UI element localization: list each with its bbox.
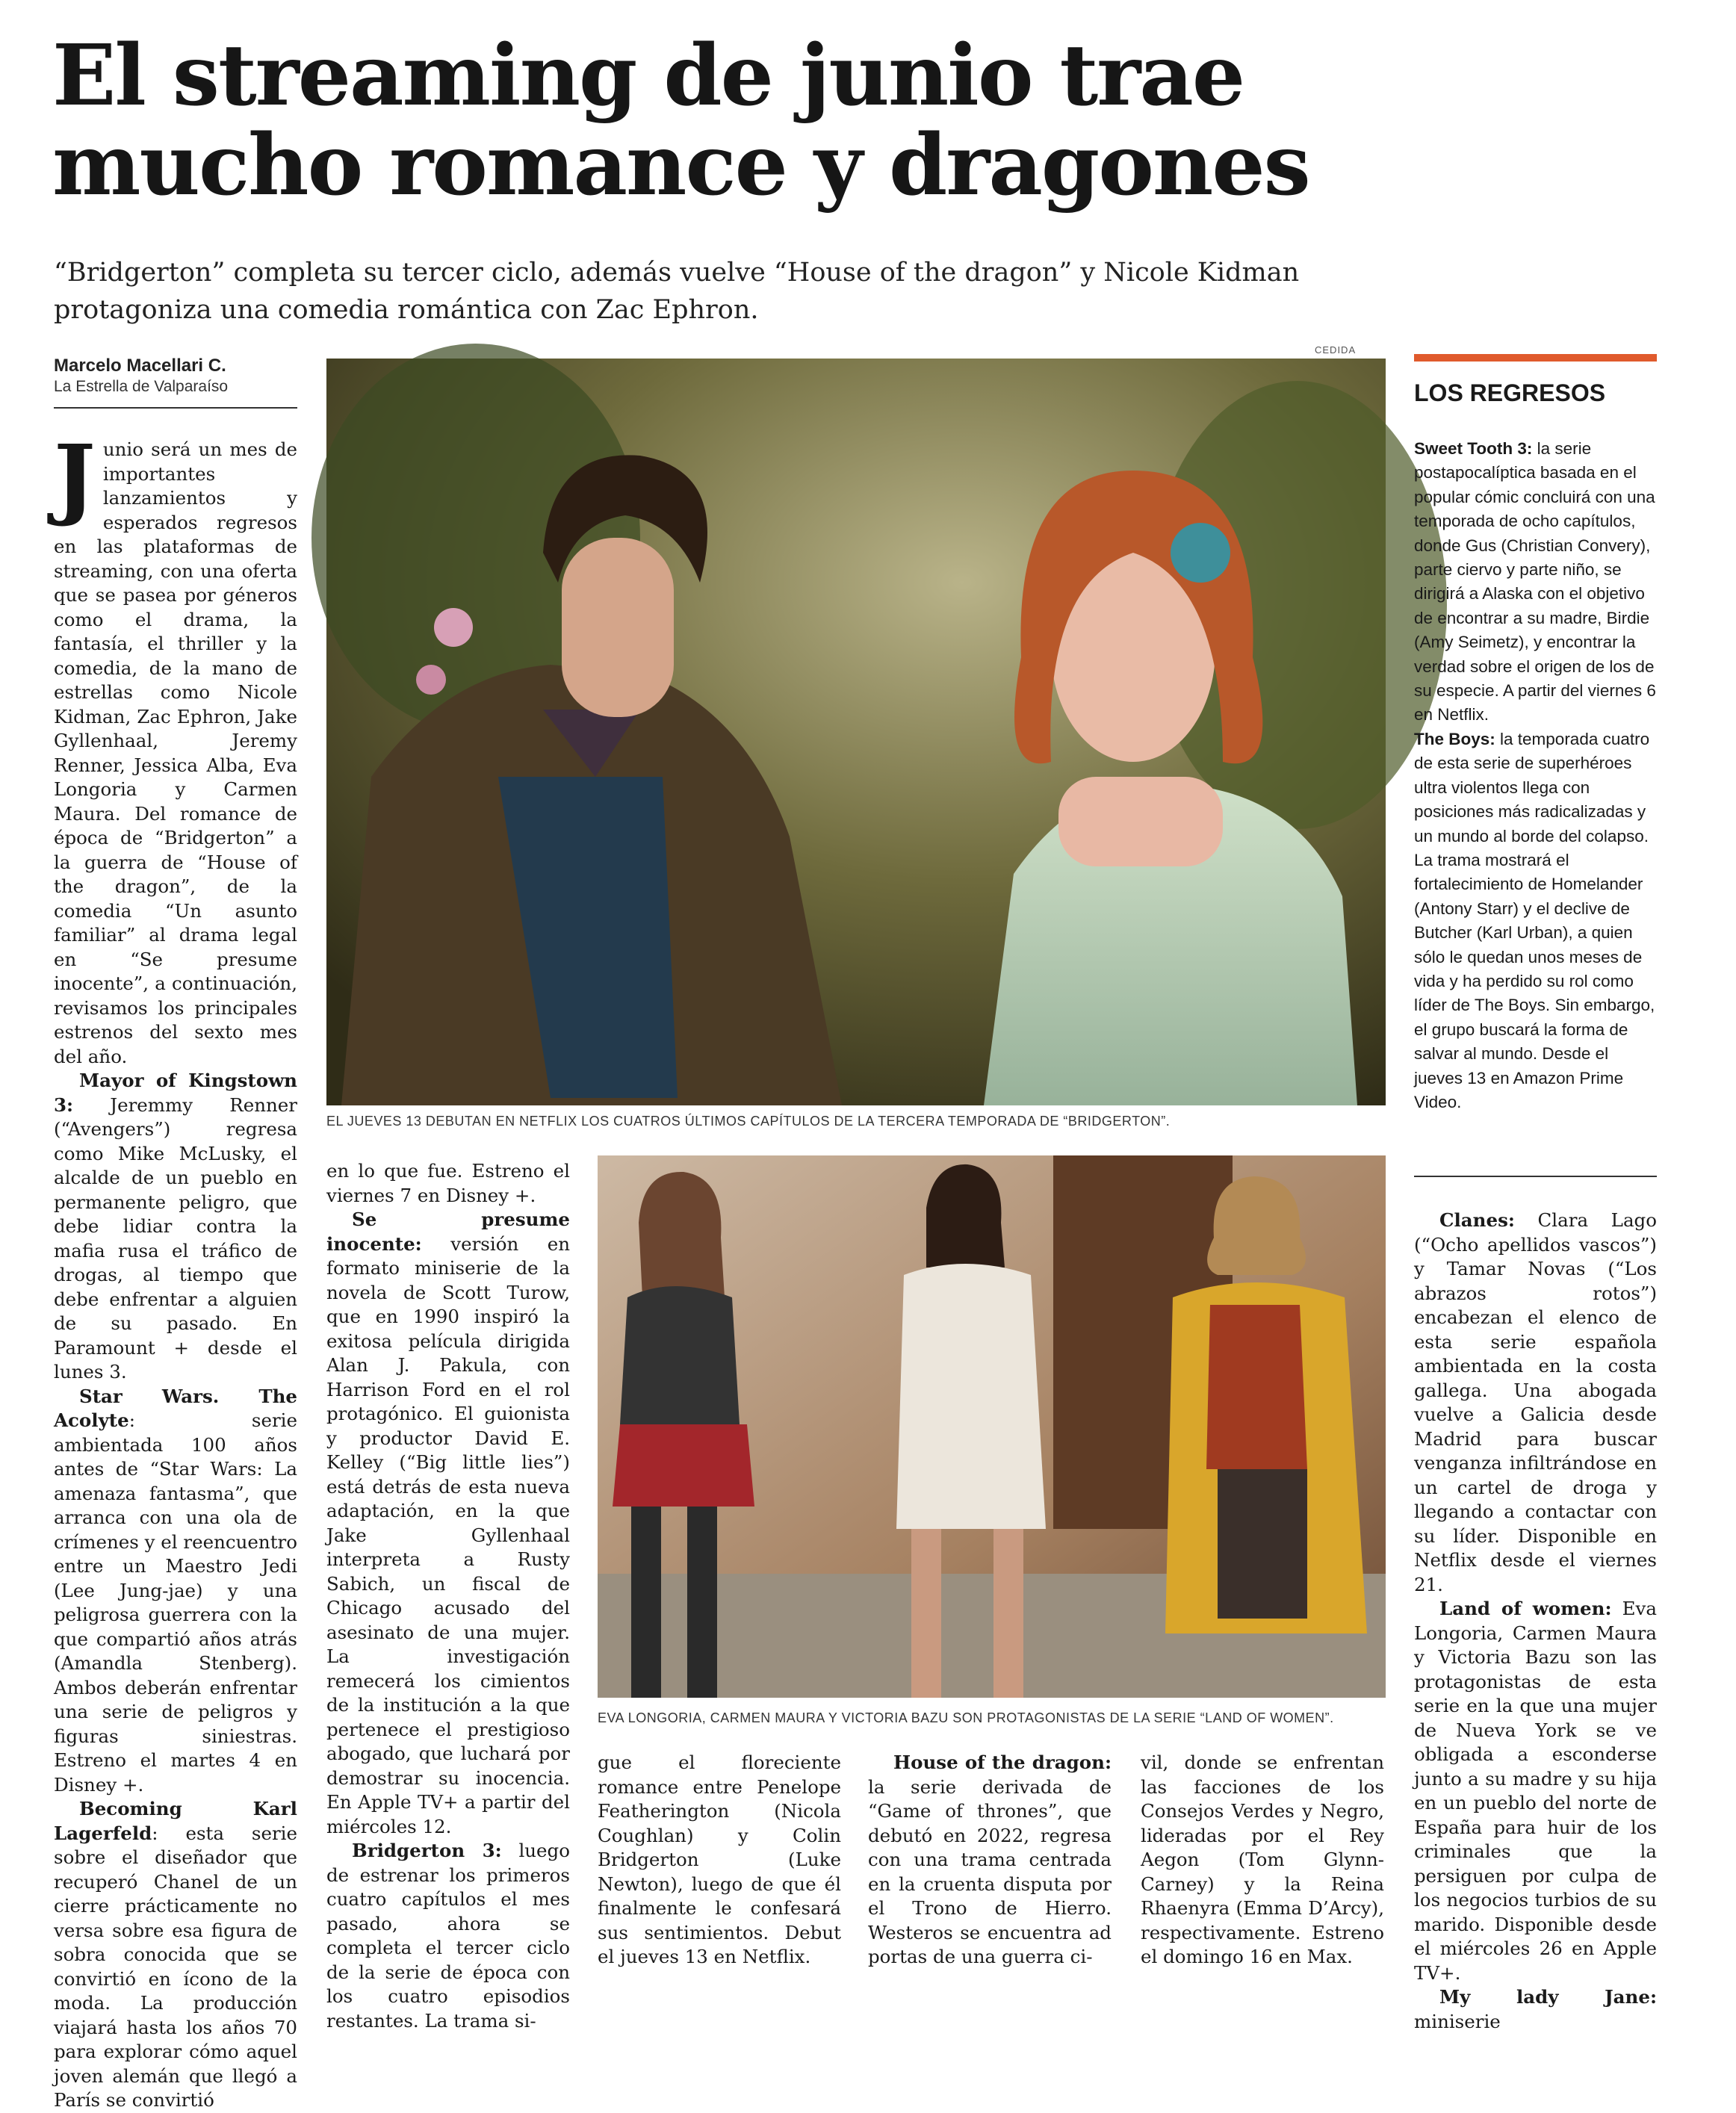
column-6 <box>1414 1208 1657 2032</box>
photo-bridgerton-illustration <box>326 359 1386 1105</box>
entry-title: Bridgerton 3: <box>352 1840 502 1861</box>
entry-my-lady-jane <box>1414 1985 1657 2034</box>
entry-bridgerton-3 <box>326 1839 570 2033</box>
entry-text: Eva Longoria, Carmen Maura y Victoria Bazu son las protagonistas de esta serie en la que una mujer de Nueva York se ve obligada a esconderse junto a su madre y su hija en un pueblo del norte de España para huir de los criminales que la persiguen por culpa de los negocios turbios de su marido. Disponible desde el miércoles 26 en Apple TV+. <box>1414 1598 1657 1984</box>
entry-land-of-women <box>1414 1597 1657 1985</box>
entry-text: : serie ambientada 100 años antes de “Star Wars: La amenaza fantasma”, que arranca con una ola de crímenes y el reencuentro entre un Maestro Jedi (Lee Jung-jae) y una peligrosa guerrera con la que compartió años atrás (Amandla Stenberg). Ambos deberán enfrentar una serie de peligros y figuras siniestras. Estreno el martes 4 en Disney +. <box>54 1409 297 1796</box>
deck: “Bridgerton” completa su tercer ciclo, además vuelve “House of the dragon” y Nicole Kidman protagoniza una comedia romántica con Zac Ephron. <box>54 258 1300 325</box>
intro-paragraph <box>54 425 297 1069</box>
entry-title: House of the dragon: <box>893 1751 1112 1773</box>
sidebar-divider <box>1414 1176 1657 1177</box>
sidebar-accent-bar <box>1414 354 1657 362</box>
sidebar-item-title: Sweet Tooth 3: <box>1414 439 1533 458</box>
headline-line-1: El streaming de junio trae <box>52 27 1244 125</box>
headline <box>52 27 1322 214</box>
sidebar-item-text: la temporada cuatro de esta serie de superhéroes ultra violentos llega con posiciones más radicalizadas y un mundo al borde del colapso. La trama mostrará el fortalecimiento de Homelander (Antony Starr) y el declive de Butcher (Karl Urban), a quien sólo le quedan unos meses de vida y ha perdido su rol como líder de The Boys. Sin embargo, el grupo buscará la forma de salvar al mundo. Desde el jueves 13 en Amazon Prime Video. <box>1414 729 1655 1111</box>
entry-house-of-the-dragon-continued: vil, donde se enfrentan las facciones de los Consejos Verdes y Negro, lideradas por el Rey Aegon (Tom Glynn-Carney) y la Reina Rhaenyra (Emma D’Arcy), respectivamente. Estreno el domingo 16 en Max. <box>1141 1751 1384 1967</box>
entry-text: la serie derivada de “Game of thrones”, que debutó en 2022, regresa con una trama centrada en la cruenta disputa por el Trono de Hierro. Westeros se encuentra ad portas de una guerra ci- <box>868 1775 1112 1967</box>
column-5 <box>1141 1751 1384 1975</box>
entry-se-presume-inocente <box>326 1208 570 1839</box>
sidebar-item-title: The Boys: <box>1414 729 1495 748</box>
byline-divider <box>54 407 297 409</box>
sidebar-title: LOS REGRESOS <box>1414 379 1606 406</box>
column-1 <box>54 425 297 2111</box>
entry-clanes <box>1414 1208 1657 1597</box>
entry-text: versión en formato miniserie de la novela de Scott Turow, que en 1990 inspiró la exitosa película dirigida Alan J. Pakula, con Harrison Ford en el rol protagónico. El guionista y productor David E. Kelley (“Big little lies”) está detrás de esta nueva adaptación, en la que Jake Gyllenhaal interpreta a Rusty Sabich, un fiscal de Chicago acusado del asesinato de una mujer. La investigación remecerá los cimientos de la institución a la que pertenece el prestigioso abogado, que luchará por demostrar su inocencia. En Apple TV+ a partir del miércoles 12. <box>326 1232 570 1837</box>
entry-title: Star Wars. The Acolyte <box>54 1385 297 1431</box>
photo-caption-bridgerton: EL JUEVES 13 DEBUTAN EN NETFLIX LOS CUATROS ÚLTIMOS CAPÍTULOS DE LA TERCERA TEMPORADA DE “BRIDGERTON”. <box>326 1114 1171 1129</box>
entry-house-of-the-dragon <box>868 1751 1112 1970</box>
dropcap: J <box>54 425 96 529</box>
column-4 <box>868 1751 1112 1975</box>
entry-text: Jeremmy Renner (“Avengers”) regresa como Mike McLusky, el alcalde de un pueblo en permanente peligro, que debe lidiar contra la mafia rusa el tráfico de drogas, al tiempo que debe enfrentar a alguien de su pasado. En Paramount + desde el lunes 3. <box>54 1093 297 1383</box>
entry-title: Se presume inocente: <box>326 1208 570 1255</box>
sidebar-item-the-boys <box>1414 727 1657 1115</box>
entry-text: luego de estrenar los primeros cuatro capítulos el mes pasado, ahora se completa el tercer ciclo de la serie de época con los cuatro episodios restantes. La trama si- <box>326 1840 570 2032</box>
entry-text: : esta serie sobre el diseñador que recuperó Chanel de un cierre prácticamente no versa sobre esa figura de sobra conocida que se convirtió en ícono de la moda. La producción viajará hasta los años 70 para explorar cómo aquel joven alemán que llegó a París se convirtió <box>54 1822 297 2111</box>
sidebar-item-sweet-tooth <box>1414 437 1657 727</box>
column-3 <box>598 1751 841 1975</box>
photo-caption-land-of-women: EVA LONGORIA, CARMEN MAURA Y VICTORIA BAZU SON PROTAGONISTAS DE LA SERIE “LAND OF WOMEN”. <box>598 1710 1334 1725</box>
entry-mayor-of-kingstown <box>54 1069 297 1385</box>
byline-author: Marcelo Macellari C. <box>54 356 226 376</box>
entry-lagerfeld-continued: en lo que fue. Estreno el viernes 7 en Disney +. <box>326 1160 570 1206</box>
entry-title: Land of women: <box>1439 1598 1612 1619</box>
entry-title: Becoming Karl Lagerfeld <box>54 1798 297 1844</box>
entry-title: My lady Jane: <box>1439 1986 1657 2008</box>
photo-credit: CEDIDA <box>1315 344 1357 356</box>
column-2 <box>326 1159 570 2032</box>
entry-title: Mayor of Kingstown 3: <box>54 1070 297 1116</box>
sidebar-body <box>1414 437 1657 1161</box>
photo-land-of-women <box>598 1155 1386 1698</box>
entry-bridgerton-continued: gue el floreciente romance entre Penelope Featherington (Nicola Coughlan) y Colin Bridgerton (Luke Newton), luego de que él finalmente le confesará sus sentimientos. Debut el jueves 13 en Netflix. <box>598 1751 841 1967</box>
photo-bridgerton <box>326 359 1386 1105</box>
intro-text: unio será un mes de importantes lanzamientos y esperados regresos en las plataformas de streaming, con una oferta que se pasea por géneros como el drama, la fantasía, el thriller y la comedia, de la mano de estrellas como Nicole Kidman, Zac Ephron, Jake Gyllenhaal, Jeremy Renner, Jessica Alba, Eva Longoria y Carmen Maura. Del romance de época de “Bridgerton” a la guerra de “House of the dragon”, de la comedia “Un asunto familiar” al drama legal en “Se presume inocente”, a continuación, revisamos los principales estrenos del sexto mes del año. <box>54 438 297 1067</box>
entry-the-acolyte <box>54 1385 297 1798</box>
byline-outlet: La Estrella de Valparaíso <box>54 378 229 395</box>
headline-line-2: mucho romance y dragones <box>52 117 1309 214</box>
entry-text: Clara Lago (“Ocho apellidos vascos”) y Tamar Novas (“Los abrazos rotos”) encabezan el elenco de esta serie española ambientada en la costa gallega. Una abogada vuelve a Galicia desde Madrid para buscar venganza infiltrándose en un cartel de droga y llegando a contactar con su líder. Disponible en Netflix desde el viernes 21. <box>1414 1209 1657 1595</box>
sidebar-item-text: la serie postapocalíptica basada en el popular cómic concluirá con una temporada de ocho capítulos, donde Gus (Christian Convery), parte ciervo y parte niño, se dirigirá a Alaska con el objetivo de encontrar a su madre, Birdie (Amy Seimetz), y encontrar la verdad sobre el origen de los de su especie. A partir del viernes 6 en Netflix. <box>1414 439 1656 724</box>
entry-text: miniserie <box>1414 2010 1501 2032</box>
entry-karl-lagerfeld <box>54 1797 297 2113</box>
entry-title: Clanes: <box>1439 1209 1515 1231</box>
photo-land-of-women-illustration <box>598 1155 1386 1698</box>
